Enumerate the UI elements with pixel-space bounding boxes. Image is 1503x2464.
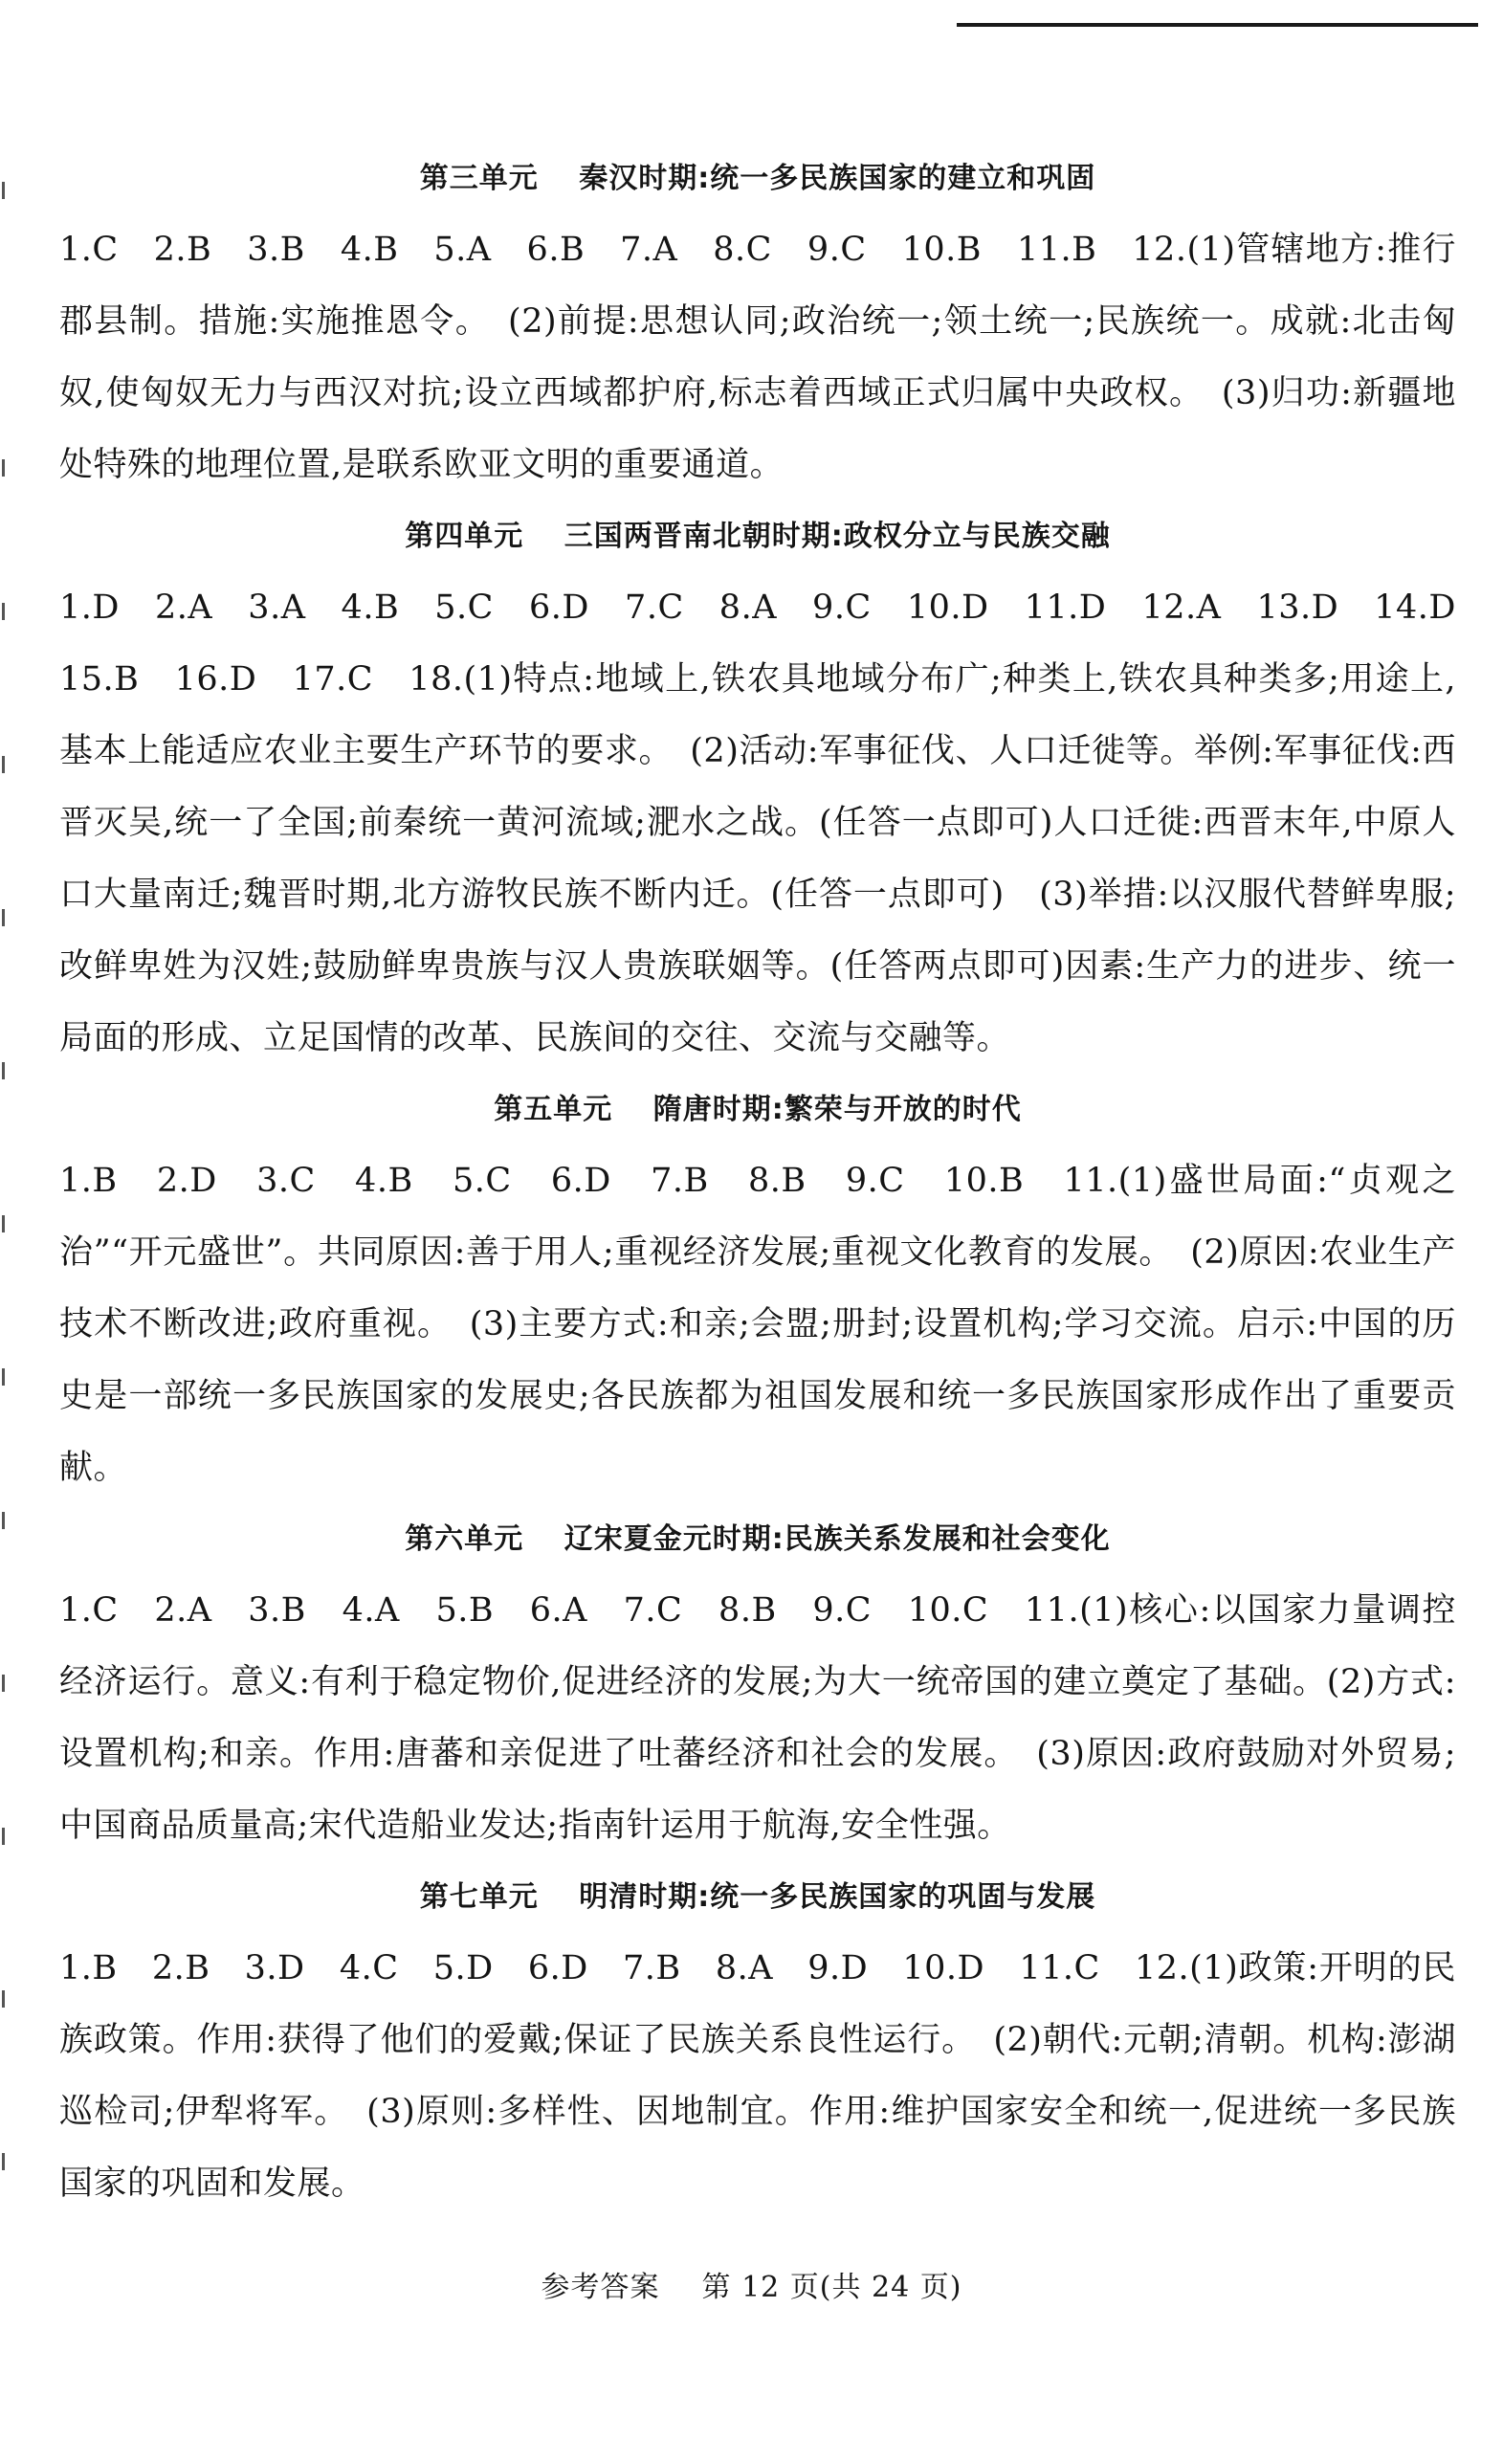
binding-margin-marks — [0, 144, 13, 2230]
footer-label: 参考答案 — [541, 2271, 660, 2304]
unit-4-section — [59, 501, 1491, 1075]
unit-6-answers: 1.C 2.A 3.B 4.A 5.B 6.A 7.C 8.B 9.C 10.C 11.(1)核心:以国家力量调控经济运行。意义:有利于稳定物价,促进经济的发展;为大一统帝国的建立奠定了基础。(2)方式:设置机构;和亲。作用:唐蕃和亲促进了吐蕃经济和社会的发展。 (3)原因:政府鼓励对外贸易;中国商品质量高;宋代造船业发达;指南针运用于航海,安全性强。 — [59, 1591, 1456, 1845]
unit-7-title: 第七单元 明清时期:统一多民族国家的巩固与发展 — [419, 1880, 1096, 1914]
unit-3-title: 第三单元 秦汉时期:统一多民族国家的建立和巩固 — [419, 162, 1096, 195]
page-number: 第 12 页(共 24 页) — [701, 2271, 962, 2304]
unit-3-section — [59, 144, 1456, 501]
unit-4-answers: 1.D 2.A 3.A 4.B 5.C 6.D 7.C 8.A 9.C 10.D 11.D 12.A 13.D 14.D 15.B 16.D 17.C 18.(1)特点:地域上,铁农具地域分布广;种类上,铁农具种类多;用途上,基本上能适应农业主要生产环节的要求。 (2)活动:军事征伐、人口迁徙等。举例:军事征伐:西晋灭吴,统一了全国;前秦统一黄河流域;淝水之战。(任答一点即可)人口迁徙:西晋末年,中原人口大量南迁;魏晋时期,北方游牧民族不断内迁。(任答一点即可) (3)举措:以汉服代替鲜卑服;改鲜卑姓为汉姓;鼓励鲜卑贵族与汉人贵族联姻等。(任答两点即可)因素:生产力的进步、统一局面的形成、立足国情的改革、民族间的交往、交流与交融等。 — [59, 588, 1491, 1057]
page-footer — [0, 2263, 1503, 2305]
answer-content — [59, 144, 1491, 2220]
unit-7-section — [59, 1862, 1456, 2220]
unit-7-answers: 1.B 2.B 3.D 4.C 5.D 6.D 7.B 8.A 9.D 10.D 11.C 12.(1)政策:开明的民族政策。作用:获得了他们的爱戴;保证了民族关系良性运行。 (2)朝代:元朝;清朝。机构:澎湖巡检司;伊犁将军。 (3)原则:多样性、因地制宜。作用:维护国家安全和统一,促进统一多民族国家的巩固和发展。 — [59, 1949, 1456, 2203]
unit-6-title: 第六单元 辽宋夏金元时期:民族关系发展和社会变化 — [405, 1522, 1111, 1556]
header-rule — [957, 23, 1478, 27]
unit-3-answers: 1.C 2.B 3.B 4.B 5.A 6.B 7.A 8.C 9.C 10.B 11.B 12.(1)管辖地方:推行郡县制。措施:实施推恩令。 (2)前提:思想认同;政治统一;领土统一;民族统一。成就:北击匈奴,使匈奴无力与西汉对抗;设立西域都护府,标志着西域正式归属中央政权。 (3)归功:新疆地处特殊的地理位置,是联系欧亚文明的重要通道。 — [59, 231, 1456, 484]
unit-6-section — [59, 1504, 1456, 1862]
unit-5-title: 第五单元 隋唐时期:繁荣与开放的时代 — [494, 1093, 1022, 1126]
unit-5-section — [59, 1075, 1456, 1504]
unit-4-title: 第四单元 三国两晋南北朝时期:政权分立与民族交融 — [405, 520, 1111, 553]
unit-5-answers: 1.B 2.D 3.C 4.B 5.C 6.D 7.B 8.B 9.C 10.B 11.(1)盛世局面:“贞观之治”“开元盛世”。共同原因:善于用人;重视经济发展;重视文化教育的发展。 (2)原因:农业生产技术不断改进;政府重视。 (3)主要方式:和亲;会盟;册封;设置机构;学习交流。启示:中国的历史是一部统一多民族国家的发展史;各民族都为祖国发展和统一多民族国家形成作出了重要贡献。 — [59, 1162, 1456, 1487]
